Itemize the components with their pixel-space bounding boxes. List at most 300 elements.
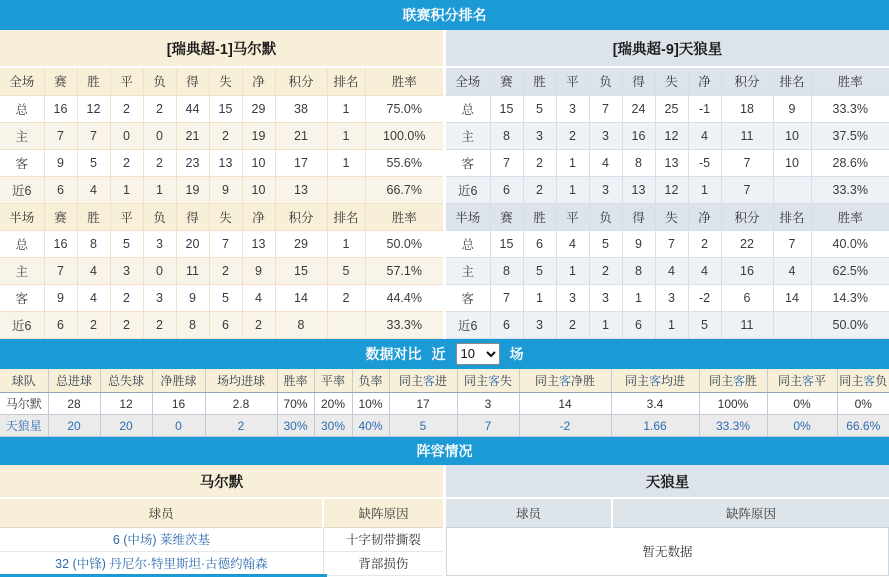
stat-cell bbox=[327, 176, 365, 203]
comparison-cell: 30% bbox=[277, 415, 314, 437]
comparison-cell: 20 bbox=[48, 415, 100, 437]
lineup-team-title: 马尔默 bbox=[0, 465, 443, 497]
stat-cell: 13 bbox=[209, 149, 242, 176]
stat-cell: 13 bbox=[242, 230, 275, 257]
stat-cell: 3 bbox=[556, 284, 589, 311]
player-cell bbox=[0, 527, 323, 551]
row-label: 客 bbox=[446, 284, 490, 311]
stat-cell: 2 bbox=[143, 95, 176, 122]
stat-col-header: 平 bbox=[556, 68, 589, 95]
row-label: 总 bbox=[0, 230, 44, 257]
stat-cell: 8 bbox=[622, 149, 655, 176]
stat-cell: 4 bbox=[688, 122, 721, 149]
stat-cell: 62.5% bbox=[811, 257, 889, 284]
stat-cell: 44.4% bbox=[365, 284, 443, 311]
stat-cell: 75.0% bbox=[365, 95, 443, 122]
stat-col-header: 胜率 bbox=[365, 203, 443, 230]
row-label: 客 bbox=[446, 149, 490, 176]
lineup-team-title: 天狼星 bbox=[446, 465, 889, 497]
stat-cell: 24 bbox=[622, 95, 655, 122]
stat-col-header: 得 bbox=[622, 203, 655, 230]
stat-cell: 7 bbox=[490, 149, 523, 176]
stat-cell: 5 bbox=[77, 149, 110, 176]
stat-cell: 2 bbox=[242, 311, 275, 338]
stat-cell: 37.5% bbox=[811, 122, 889, 149]
comparison-col-header: 同主客平 bbox=[767, 369, 837, 393]
comparison-col-header: 净胜球 bbox=[152, 369, 205, 393]
stat-cell: 10 bbox=[773, 122, 811, 149]
stat-cell: 2 bbox=[209, 257, 242, 284]
comparison-cell: 66.6% bbox=[837, 415, 889, 437]
comparison-cell: 33.3% bbox=[699, 415, 767, 437]
comparison-col-header: 场均进球 bbox=[205, 369, 277, 393]
player-cell bbox=[0, 551, 323, 575]
stat-cell: 1 bbox=[655, 311, 688, 338]
stat-cell: 14 bbox=[275, 284, 327, 311]
stats-row-总 bbox=[446, 95, 889, 122]
comparison-table bbox=[0, 369, 889, 438]
stats-row-近6 bbox=[446, 311, 889, 338]
stat-cell: 7 bbox=[721, 149, 773, 176]
stat-cell: 14 bbox=[773, 284, 811, 311]
comparison-cell: 5 bbox=[389, 415, 457, 437]
row-label: 近6 bbox=[446, 311, 490, 338]
comparison-cell: 17 bbox=[389, 393, 457, 415]
comparison-cell: 10% bbox=[352, 393, 389, 415]
comparison-cell: -2 bbox=[519, 415, 611, 437]
stat-col-header: 负 bbox=[143, 68, 176, 95]
comparison-section-title: 数据对比 bbox=[365, 345, 422, 362]
lineup-table bbox=[446, 499, 889, 528]
stat-col-header: 得 bbox=[622, 68, 655, 95]
stat-cell: 50.0% bbox=[365, 230, 443, 257]
team-name-cell: 天狼星 bbox=[0, 415, 48, 437]
stat-cell: 16 bbox=[622, 122, 655, 149]
stat-cell: 4 bbox=[77, 176, 110, 203]
stats-row-近6 bbox=[0, 311, 443, 338]
stat-cell: 16 bbox=[721, 257, 773, 284]
stat-cell: 3 bbox=[143, 230, 176, 257]
stat-cell: 8 bbox=[490, 122, 523, 149]
stat-col-header: 平 bbox=[556, 203, 589, 230]
stats-header-row bbox=[446, 68, 889, 95]
row-label: 客 bbox=[0, 284, 44, 311]
stat-cell: 1 bbox=[143, 176, 176, 203]
lineup-table bbox=[0, 499, 443, 576]
stat-cell: 9 bbox=[44, 284, 77, 311]
stat-cell: 15 bbox=[490, 95, 523, 122]
stat-col-header: 失 bbox=[209, 203, 242, 230]
comparison-cell: 2.8 bbox=[205, 393, 277, 415]
stats-header-row bbox=[446, 203, 889, 230]
stat-cell: 11 bbox=[721, 122, 773, 149]
stat-col-header: 积分 bbox=[721, 68, 773, 95]
stat-cell: 3 bbox=[556, 95, 589, 122]
stat-col-header: 净 bbox=[242, 68, 275, 95]
stat-col-header: 负 bbox=[589, 68, 622, 95]
stat-cell: 6 bbox=[44, 176, 77, 203]
stat-col-header: 平 bbox=[110, 68, 143, 95]
stat-col-header: 失 bbox=[655, 68, 688, 95]
away-highlight-char: 客 bbox=[648, 373, 661, 388]
stat-cell: 33.3% bbox=[365, 311, 443, 338]
stat-cell: 8 bbox=[77, 230, 110, 257]
stat-cell: 4 bbox=[242, 284, 275, 311]
stat-cell: 1 bbox=[327, 95, 365, 122]
stats-row-客 bbox=[0, 284, 443, 311]
stat-col-header: 积分 bbox=[721, 203, 773, 230]
comparison-col-header: 同主客均进 bbox=[611, 369, 699, 393]
stat-col-header: 赛 bbox=[44, 203, 77, 230]
stat-cell: 2 bbox=[143, 311, 176, 338]
stat-col-header: 排名 bbox=[773, 68, 811, 95]
stat-cell: 28.6% bbox=[811, 149, 889, 176]
stat-cell: 22 bbox=[721, 230, 773, 257]
stat-cell: 5 bbox=[688, 311, 721, 338]
stat-cell: 5 bbox=[327, 257, 365, 284]
stat-col-header: 胜率 bbox=[365, 68, 443, 95]
standings-section-header bbox=[0, 0, 889, 30]
lineup-row bbox=[0, 527, 443, 551]
stats-header-row bbox=[0, 68, 443, 95]
comparison-cell: 0% bbox=[767, 393, 837, 415]
stats-row-客 bbox=[446, 149, 889, 176]
stat-cell: 15 bbox=[209, 95, 242, 122]
away-highlight-char: 客 bbox=[422, 373, 435, 388]
stat-cell: 29 bbox=[242, 95, 275, 122]
lineup-header-row bbox=[0, 499, 443, 527]
stat-cell: 9 bbox=[44, 149, 77, 176]
lineup-section-header bbox=[0, 437, 889, 465]
stat-cell: 15 bbox=[275, 257, 327, 284]
stat-col-header: 半场 bbox=[446, 203, 490, 230]
player-link[interactable]: 6 (中场) 莱维茨基 bbox=[112, 533, 211, 547]
comparison-cell: 20 bbox=[100, 415, 152, 437]
recent-label: 近 bbox=[431, 345, 446, 362]
stat-col-header: 全场 bbox=[446, 68, 490, 95]
stat-cell: 38 bbox=[275, 95, 327, 122]
stat-cell: 100.0% bbox=[365, 122, 443, 149]
comparison-col-header: 同主客失 bbox=[457, 369, 519, 393]
stat-cell: 19 bbox=[242, 122, 275, 149]
stat-col-header: 排名 bbox=[327, 203, 365, 230]
stat-cell: 44 bbox=[176, 95, 209, 122]
stat-cell: 1 bbox=[110, 176, 143, 203]
stat-col-header: 胜 bbox=[77, 203, 110, 230]
standings-table bbox=[446, 68, 889, 339]
comparison-row-马尔默 bbox=[0, 393, 889, 415]
stat-cell: -2 bbox=[688, 284, 721, 311]
stats-row-总 bbox=[0, 230, 443, 257]
stat-cell: 1 bbox=[523, 284, 556, 311]
stat-cell: 2 bbox=[110, 311, 143, 338]
comparison-col-header: 同主客净胜 bbox=[519, 369, 611, 393]
comparison-col-header: 同主客负 bbox=[837, 369, 889, 393]
stats-row-主 bbox=[446, 257, 889, 284]
stat-cell: 1 bbox=[589, 311, 622, 338]
stat-cell: 12 bbox=[655, 176, 688, 203]
stat-cell: 1 bbox=[688, 176, 721, 203]
stat-cell: 10 bbox=[242, 176, 275, 203]
stat-cell: 33.3% bbox=[811, 95, 889, 122]
comparison-col-header: 同主客胜 bbox=[699, 369, 767, 393]
stat-cell: 13 bbox=[655, 149, 688, 176]
stat-col-header: 胜 bbox=[523, 203, 556, 230]
absence-reason-cell: 背部损伤 bbox=[323, 551, 443, 575]
comparison-cell: 28 bbox=[48, 393, 100, 415]
stats-row-总 bbox=[446, 230, 889, 257]
row-label: 主 bbox=[0, 122, 44, 149]
stat-col-header: 赛 bbox=[490, 203, 523, 230]
stat-cell: 7 bbox=[773, 230, 811, 257]
stat-cell: 10 bbox=[773, 149, 811, 176]
lineup-col-header: 缺阵原因 bbox=[323, 499, 443, 527]
stat-cell: 9 bbox=[773, 95, 811, 122]
stat-cell: 55.6% bbox=[365, 149, 443, 176]
stat-col-header: 胜率 bbox=[811, 203, 889, 230]
stats-row-近6 bbox=[0, 176, 443, 203]
stat-cell: 9 bbox=[209, 176, 242, 203]
stat-cell: 2 bbox=[556, 311, 589, 338]
stat-cell: 2 bbox=[110, 95, 143, 122]
stat-cell: 18 bbox=[721, 95, 773, 122]
stat-cell: 8 bbox=[275, 311, 327, 338]
standings-section-title: 联赛积分排名 bbox=[402, 7, 487, 23]
stat-cell: 6 bbox=[44, 311, 77, 338]
stat-cell: 4 bbox=[556, 230, 589, 257]
away-highlight-char: 客 bbox=[801, 373, 814, 388]
row-label: 主 bbox=[446, 257, 490, 284]
stat-cell: 23 bbox=[176, 149, 209, 176]
stat-cell: 1 bbox=[556, 257, 589, 284]
stat-cell: 19 bbox=[176, 176, 209, 203]
stat-cell: 11 bbox=[176, 257, 209, 284]
stat-cell: 4 bbox=[773, 257, 811, 284]
stat-cell: 6 bbox=[622, 311, 655, 338]
row-label: 近6 bbox=[0, 176, 44, 203]
stat-cell: 9 bbox=[622, 230, 655, 257]
stat-cell: 12 bbox=[655, 122, 688, 149]
stat-col-header: 负 bbox=[589, 203, 622, 230]
comparison-cell: 100% bbox=[699, 393, 767, 415]
stat-cell bbox=[773, 176, 811, 203]
stat-col-header: 得 bbox=[176, 203, 209, 230]
comparison-cell: 0% bbox=[837, 393, 889, 415]
stat-cell: 3 bbox=[523, 122, 556, 149]
stat-cell: 3 bbox=[589, 176, 622, 203]
stat-cell: 1 bbox=[327, 230, 365, 257]
stat-cell: -1 bbox=[688, 95, 721, 122]
stat-cell: 1 bbox=[327, 149, 365, 176]
lineup-row bbox=[0, 551, 443, 575]
stat-cell: 9 bbox=[242, 257, 275, 284]
stat-cell: 7 bbox=[209, 230, 242, 257]
standings-table bbox=[0, 68, 443, 339]
stat-col-header: 净 bbox=[242, 203, 275, 230]
stat-cell: 4 bbox=[688, 257, 721, 284]
comparison-col-header: 总失球 bbox=[100, 369, 152, 393]
comparison-cell: 1.66 bbox=[611, 415, 699, 437]
stat-cell bbox=[327, 311, 365, 338]
lineup-panel-马尔默 bbox=[0, 465, 443, 576]
stats-row-客 bbox=[0, 149, 443, 176]
stat-col-header: 积分 bbox=[275, 203, 327, 230]
lineup-col-header: 球员 bbox=[0, 499, 323, 527]
comparison-col-header: 负率 bbox=[352, 369, 389, 393]
row-label: 近6 bbox=[0, 311, 44, 338]
stat-col-header: 半场 bbox=[0, 203, 44, 230]
stat-col-header: 赛 bbox=[490, 68, 523, 95]
stat-cell: 8 bbox=[176, 311, 209, 338]
lineup-header-row bbox=[446, 499, 889, 527]
stat-cell: 6 bbox=[490, 176, 523, 203]
no-data-message: 暂无数据 bbox=[446, 528, 889, 576]
stat-cell: 7 bbox=[490, 284, 523, 311]
stat-cell: 20 bbox=[176, 230, 209, 257]
comparison-cell: 20% bbox=[314, 393, 352, 415]
team-name-cell: 马尔默 bbox=[0, 393, 48, 415]
stat-cell: 2 bbox=[143, 149, 176, 176]
stat-col-header: 平 bbox=[110, 203, 143, 230]
stat-cell: 3 bbox=[523, 311, 556, 338]
stat-cell: 7 bbox=[77, 122, 110, 149]
away-highlight-char: 客 bbox=[732, 373, 745, 388]
stat-col-header: 胜率 bbox=[811, 68, 889, 95]
comparison-cell: 14 bbox=[519, 393, 611, 415]
row-label: 总 bbox=[446, 95, 490, 122]
stat-col-header: 净 bbox=[688, 203, 721, 230]
comparison-cell: 0 bbox=[152, 415, 205, 437]
stats-row-主 bbox=[446, 122, 889, 149]
stat-cell: 7 bbox=[44, 122, 77, 149]
stat-cell: 9 bbox=[176, 284, 209, 311]
stat-cell: 50.0% bbox=[811, 311, 889, 338]
stat-cell: 0 bbox=[143, 122, 176, 149]
away-highlight-char: 客 bbox=[558, 373, 571, 388]
away-highlight-char: 客 bbox=[863, 373, 876, 388]
absence-reason-cell: 十字韧带撕裂 bbox=[323, 527, 443, 551]
stat-col-header: 负 bbox=[143, 203, 176, 230]
stat-cell: 5 bbox=[209, 284, 242, 311]
stat-col-header: 积分 bbox=[275, 68, 327, 95]
stat-col-header: 全场 bbox=[0, 68, 44, 95]
comparison-cell: 16 bbox=[152, 393, 205, 415]
recent-games-select[interactable] bbox=[456, 343, 500, 365]
stat-cell: 2 bbox=[556, 122, 589, 149]
stat-cell: 25 bbox=[655, 95, 688, 122]
comparison-col-header: 同主客进 bbox=[389, 369, 457, 393]
stat-cell: 7 bbox=[589, 95, 622, 122]
stat-cell: 4 bbox=[589, 149, 622, 176]
stat-cell: 33.3% bbox=[811, 176, 889, 203]
stat-cell: 7 bbox=[655, 230, 688, 257]
stat-col-header: 失 bbox=[209, 68, 242, 95]
stats-header-row bbox=[0, 203, 443, 230]
stats-row-总 bbox=[0, 95, 443, 122]
stat-cell: 2 bbox=[77, 311, 110, 338]
stat-col-header: 失 bbox=[655, 203, 688, 230]
comparison-cell: 3.4 bbox=[611, 393, 699, 415]
stat-cell: 21 bbox=[176, 122, 209, 149]
stat-cell: 3 bbox=[589, 284, 622, 311]
stat-cell: 1 bbox=[556, 176, 589, 203]
stat-cell: 0 bbox=[143, 257, 176, 284]
team-title: [瑞典超-1]马尔默 bbox=[0, 30, 443, 66]
stat-cell: 6 bbox=[523, 230, 556, 257]
stat-cell: 2 bbox=[523, 149, 556, 176]
comparison-header-row bbox=[0, 369, 889, 393]
row-label: 近6 bbox=[446, 176, 490, 203]
stat-cell: 6 bbox=[490, 311, 523, 338]
comparison-col-header: 球队 bbox=[0, 369, 48, 393]
comparison-row-天狼星 bbox=[0, 415, 889, 437]
stat-cell: 2 bbox=[209, 122, 242, 149]
lineup-panel-天狼星 bbox=[446, 465, 889, 576]
stat-col-header: 胜 bbox=[523, 68, 556, 95]
stat-cell: 5 bbox=[523, 257, 556, 284]
stat-cell: 4 bbox=[655, 257, 688, 284]
row-label: 主 bbox=[446, 122, 490, 149]
comparison-cell: 12 bbox=[100, 393, 152, 415]
stat-col-header: 净 bbox=[688, 68, 721, 95]
row-label: 总 bbox=[446, 230, 490, 257]
stat-cell: 3 bbox=[655, 284, 688, 311]
player-link[interactable]: 32 (中锋) 丹尼尔·特里斯坦·古德约翰森 bbox=[55, 557, 268, 571]
stat-cell: 4 bbox=[77, 257, 110, 284]
stats-row-近6 bbox=[446, 176, 889, 203]
row-label: 客 bbox=[0, 149, 44, 176]
row-label: 主 bbox=[0, 257, 44, 284]
lineup-col-header: 球员 bbox=[446, 499, 612, 527]
stat-cell: 11 bbox=[721, 311, 773, 338]
stat-col-header: 排名 bbox=[327, 68, 365, 95]
comparison-section-header bbox=[0, 339, 889, 369]
stat-col-header: 得 bbox=[176, 68, 209, 95]
stats-row-客 bbox=[446, 284, 889, 311]
comparison-cell: 7 bbox=[457, 415, 519, 437]
stat-cell: 4 bbox=[77, 284, 110, 311]
stat-cell: 2 bbox=[110, 284, 143, 311]
stat-cell: 1 bbox=[327, 122, 365, 149]
stat-cell: 8 bbox=[622, 257, 655, 284]
stat-cell: 13 bbox=[275, 176, 327, 203]
stat-cell: 12 bbox=[77, 95, 110, 122]
comparison-col-header: 总进球 bbox=[48, 369, 100, 393]
stat-cell: 3 bbox=[589, 122, 622, 149]
stat-cell: 66.7% bbox=[365, 176, 443, 203]
stat-col-header: 赛 bbox=[44, 68, 77, 95]
comparison-cell: 2 bbox=[205, 415, 277, 437]
comparison-cell: 30% bbox=[314, 415, 352, 437]
stat-cell: -5 bbox=[688, 149, 721, 176]
team-standings-right bbox=[446, 30, 889, 339]
comparison-col-header: 胜率 bbox=[277, 369, 314, 393]
stat-cell: 57.1% bbox=[365, 257, 443, 284]
stat-cell: 13 bbox=[622, 176, 655, 203]
stat-cell: 8 bbox=[490, 257, 523, 284]
stat-cell: 2 bbox=[327, 284, 365, 311]
stat-cell: 1 bbox=[556, 149, 589, 176]
team-title: [瑞典超-9]天狼星 bbox=[446, 30, 889, 66]
stat-col-header: 胜 bbox=[77, 68, 110, 95]
stat-col-header: 排名 bbox=[773, 203, 811, 230]
stat-cell: 2 bbox=[688, 230, 721, 257]
stat-cell: 15 bbox=[490, 230, 523, 257]
stat-cell: 21 bbox=[275, 122, 327, 149]
lineup-section-title: 阵容情况 bbox=[416, 443, 473, 459]
stat-cell: 2 bbox=[110, 149, 143, 176]
stat-cell: 2 bbox=[523, 176, 556, 203]
